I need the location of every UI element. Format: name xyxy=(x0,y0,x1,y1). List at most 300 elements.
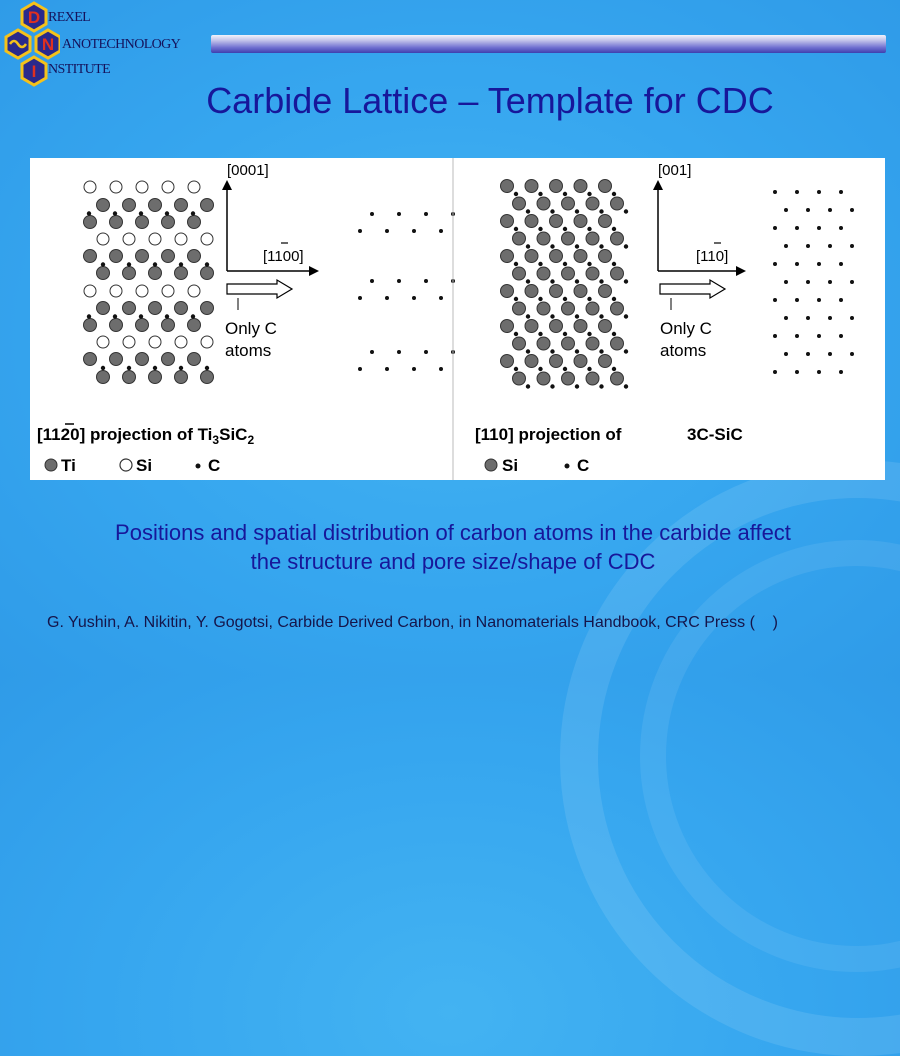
sic-si-atom xyxy=(611,302,624,315)
sic-c-atom xyxy=(587,367,591,371)
sic-c-only-atom xyxy=(773,190,777,194)
sic-c-only-atom xyxy=(795,334,799,338)
c-only-atom xyxy=(412,296,416,300)
sic-c-atom xyxy=(587,262,591,266)
c-only-atom xyxy=(370,212,374,216)
sic-si-atom xyxy=(537,197,550,210)
ti-atom xyxy=(110,319,123,332)
sic-si-atom xyxy=(599,355,612,368)
sic-c-only-atom xyxy=(773,262,777,266)
sic-si-atom xyxy=(586,267,599,280)
sic-c-only-atom xyxy=(806,280,810,284)
sic-si-atom xyxy=(611,232,624,245)
c-only-atom xyxy=(385,367,389,371)
sic-c-only-atom xyxy=(784,280,788,284)
ti-atom xyxy=(149,302,162,315)
ti-atom xyxy=(162,250,175,263)
ti-atom xyxy=(175,302,188,315)
si-atom xyxy=(123,336,135,348)
sic-c-atom xyxy=(550,349,554,353)
sic-c-atom xyxy=(538,367,542,371)
sic-c-only-atom xyxy=(828,352,832,356)
sic-c-atom xyxy=(563,227,567,231)
c-only-atom xyxy=(439,296,443,300)
sic-si-atom xyxy=(574,355,587,368)
c-atom xyxy=(165,314,169,318)
sic-c-only-atom xyxy=(817,298,821,302)
ti-atom xyxy=(97,371,110,384)
slide-caption xyxy=(0,518,900,576)
c-atom xyxy=(205,366,209,370)
ti-atom xyxy=(188,216,201,229)
sic-c-only-atom xyxy=(773,334,777,338)
si-atom xyxy=(149,336,161,348)
sic-c-atom xyxy=(587,227,591,231)
si-atom xyxy=(188,285,200,297)
legend-si-marker xyxy=(120,459,132,471)
si-atom xyxy=(84,285,96,297)
c-atom xyxy=(127,366,131,370)
sic-c-only-atom xyxy=(828,208,832,212)
ti-atom xyxy=(188,250,201,263)
c-only-atom xyxy=(397,279,401,283)
sic-c-atom xyxy=(514,227,518,231)
legend-c-label: C xyxy=(208,456,221,475)
sic-c-only-atom xyxy=(817,190,821,194)
sic-c-only-atom xyxy=(850,316,854,320)
si-atom xyxy=(201,336,213,348)
sic-c-atom xyxy=(624,314,628,318)
legend-ti-marker xyxy=(45,459,57,471)
c-atom xyxy=(153,366,157,370)
sic-c-only-atom xyxy=(839,334,843,338)
si-atom xyxy=(188,181,200,193)
left-horizontal-axis-label: [1100] xyxy=(263,248,304,265)
right-projection-compound: 3C-SiC xyxy=(687,425,743,444)
sic-c-atom xyxy=(587,332,591,336)
legend-sic-c-marker xyxy=(565,464,570,469)
c-atom xyxy=(191,211,195,215)
ti-atom xyxy=(175,371,188,384)
sic-c-atom xyxy=(624,349,628,353)
sic-c-atom xyxy=(599,209,603,213)
si-atom xyxy=(84,181,96,193)
sic-si-atom xyxy=(586,337,599,350)
sic-si-atom xyxy=(599,180,612,193)
sic-si-atom xyxy=(574,320,587,333)
sic-si-atom xyxy=(537,302,550,315)
c-only-atom xyxy=(439,367,443,371)
si-atom xyxy=(110,285,122,297)
sic-si-atom xyxy=(562,232,575,245)
c-only-atom xyxy=(412,229,416,233)
ti-atom xyxy=(149,199,162,212)
sic-c-only-atom xyxy=(773,370,777,374)
c-atom xyxy=(179,262,183,266)
left-only-c-arrow-icon xyxy=(227,280,292,298)
sic-c-atom xyxy=(563,367,567,371)
si-atom xyxy=(136,181,148,193)
sic-si-atom xyxy=(513,372,526,385)
sic-si-atom xyxy=(525,250,538,263)
ti-atom xyxy=(201,199,214,212)
c-atom xyxy=(179,366,183,370)
ti-atom xyxy=(188,353,201,366)
left-atoms-label: atoms xyxy=(225,341,272,360)
c-only-atom xyxy=(412,367,416,371)
sic-c-atom xyxy=(563,262,567,266)
sic-c-atom xyxy=(612,367,616,371)
sic-si-atom xyxy=(586,372,599,385)
sic-c-only-atom xyxy=(839,370,843,374)
sic-si-atom xyxy=(525,180,538,193)
right-only-c-arrow-icon xyxy=(660,280,725,298)
sic-c-atom xyxy=(526,314,530,318)
sic-c-only-atom xyxy=(795,262,799,266)
sic-si-atom xyxy=(525,285,538,298)
c-only-atom xyxy=(397,350,401,354)
sic-c-only-atom xyxy=(839,226,843,230)
sic-si-atom xyxy=(611,372,624,385)
sic-c-atom xyxy=(599,349,603,353)
institute-logo xyxy=(0,0,200,90)
sic-si-atom xyxy=(537,372,550,385)
c-atom xyxy=(165,211,169,215)
sic-c-atom xyxy=(563,192,567,196)
sic-c-only-atom xyxy=(839,262,843,266)
sic-c-atom xyxy=(550,384,554,388)
sic-c-atom xyxy=(550,279,554,283)
ti-atom xyxy=(97,267,110,280)
sic-si-atom xyxy=(513,267,526,280)
c-atom xyxy=(101,262,105,266)
legend-sic-si-marker xyxy=(485,459,497,471)
c-atom xyxy=(87,314,91,318)
sic-c-only-atom xyxy=(773,226,777,230)
sic-c-only-atom xyxy=(817,334,821,338)
sic-si-atom xyxy=(586,232,599,245)
si-atom xyxy=(201,233,213,245)
sic-c-atom xyxy=(575,314,579,318)
sic-si-atom xyxy=(550,355,563,368)
c-only-atom xyxy=(397,212,401,216)
sic-si-atom xyxy=(513,302,526,315)
ti-atom xyxy=(136,250,149,263)
sic-c-atom xyxy=(526,244,530,248)
sic-si-atom xyxy=(550,180,563,193)
right-horizontal-axis-label: [110] xyxy=(696,248,729,265)
legend-sic-si-label: Si xyxy=(502,456,519,475)
sic-si-atom xyxy=(574,180,587,193)
ti-atom xyxy=(110,216,123,229)
sic-si-atom xyxy=(513,337,526,350)
sic-c-only-atom xyxy=(817,370,821,374)
sic-c-atom xyxy=(550,209,554,213)
sic-c-atom xyxy=(624,279,628,283)
right-vertical-axis-label: [001] xyxy=(658,162,692,179)
c-atom xyxy=(87,211,91,215)
left-vertical-axis-label: [0001] xyxy=(227,162,269,179)
sic-si-atom xyxy=(562,267,575,280)
sic-c-atom xyxy=(514,367,518,371)
sic-c-only-atom xyxy=(773,298,777,302)
ti-atom xyxy=(162,216,175,229)
sic-c-only-atom xyxy=(795,190,799,194)
sic-c-atom xyxy=(538,332,542,336)
c-only-atom xyxy=(370,350,374,354)
sic-c-atom xyxy=(575,349,579,353)
sic-c-only-atom xyxy=(828,316,832,320)
sic-c-only-atom xyxy=(850,280,854,284)
sic-si-atom xyxy=(611,337,624,350)
sic-si-atom xyxy=(562,372,575,385)
sic-c-atom xyxy=(575,209,579,213)
sic-lattice xyxy=(501,180,629,389)
legend-si-label: Si xyxy=(136,456,153,475)
sic-si-atom xyxy=(562,337,575,350)
sic-si-atom xyxy=(599,320,612,333)
sic-si-atom xyxy=(513,232,526,245)
si-atom xyxy=(162,285,174,297)
sic-c-atom xyxy=(563,332,567,336)
caption-line-1: Positions and spatial distribution of carbon atoms in the carbide affect xyxy=(115,520,791,545)
sic-si-atom xyxy=(599,250,612,263)
si-atom xyxy=(97,233,109,245)
sic-c-only-atom xyxy=(806,244,810,248)
sic-si-atom xyxy=(550,250,563,263)
sic-c-atom xyxy=(587,297,591,301)
sic-c-atom xyxy=(575,384,579,388)
ti-atom xyxy=(110,250,123,263)
c-only-atom xyxy=(424,279,428,283)
sic-si-atom xyxy=(501,180,514,193)
sic-si-atom xyxy=(550,320,563,333)
c-only-atom xyxy=(358,296,362,300)
sic-si-atom xyxy=(501,285,514,298)
logo-letter-d: D xyxy=(27,8,41,27)
ti-atom xyxy=(175,199,188,212)
ti-atom xyxy=(123,371,136,384)
c-only-atom xyxy=(358,367,362,371)
sic-carbon-only xyxy=(773,190,854,374)
ti-atom xyxy=(149,371,162,384)
ti-atom xyxy=(84,353,97,366)
right-vertical-arrowhead-icon xyxy=(653,180,663,190)
sic-c-atom xyxy=(563,297,567,301)
c-atom xyxy=(153,262,157,266)
sic-si-atom xyxy=(611,267,624,280)
ti-atom xyxy=(110,353,123,366)
ti-atom xyxy=(201,302,214,315)
left-horizontal-arrowhead-icon xyxy=(309,266,319,276)
sic-c-only-atom xyxy=(850,208,854,212)
sic-c-only-atom xyxy=(806,208,810,212)
ti3sic2-lattice xyxy=(84,181,214,384)
sic-c-atom xyxy=(514,297,518,301)
sic-c-atom xyxy=(599,279,603,283)
ti-atom xyxy=(136,216,149,229)
legend-ti-label: Ti xyxy=(61,456,76,475)
sic-c-atom xyxy=(550,314,554,318)
ti-atom xyxy=(84,319,97,332)
sic-c-only-atom xyxy=(806,352,810,356)
right-atoms-label: atoms xyxy=(660,341,707,360)
sic-c-atom xyxy=(526,209,530,213)
c-only-atom xyxy=(370,279,374,283)
sic-c-only-atom xyxy=(795,226,799,230)
sic-c-only-atom xyxy=(828,244,832,248)
sic-si-atom xyxy=(574,215,587,228)
sic-c-atom xyxy=(612,262,616,266)
sic-c-atom xyxy=(575,244,579,248)
sic-si-atom xyxy=(586,302,599,315)
si-atom xyxy=(175,233,187,245)
c-only-atom xyxy=(424,350,428,354)
lattice-figure-svg xyxy=(30,158,885,480)
sic-c-only-atom xyxy=(784,208,788,212)
sic-si-atom xyxy=(501,250,514,263)
ti-atom xyxy=(123,302,136,315)
c-atom xyxy=(139,211,143,215)
ti-atom xyxy=(201,371,214,384)
sic-c-atom xyxy=(538,227,542,231)
sic-c-atom xyxy=(514,192,518,196)
sic-c-atom xyxy=(612,332,616,336)
left-projection-title: [1120] projection of $Ti_3SiC_2$ xyxy=(37,425,255,447)
sic-si-atom xyxy=(525,355,538,368)
si-atom xyxy=(136,285,148,297)
sic-c-only-atom xyxy=(806,316,810,320)
sic-c-only-atom xyxy=(850,352,854,356)
c-atom xyxy=(191,314,195,318)
sic-c-only-atom xyxy=(817,262,821,266)
sic-si-atom xyxy=(611,197,624,210)
ti-atom xyxy=(201,267,214,280)
sic-si-atom xyxy=(525,320,538,333)
ti-atom xyxy=(136,353,149,366)
sic-si-atom xyxy=(574,285,587,298)
legend-c-marker xyxy=(196,464,201,469)
sic-si-atom xyxy=(537,267,550,280)
si-atom xyxy=(162,181,174,193)
c-only-atom xyxy=(385,296,389,300)
c-only-atom xyxy=(358,229,362,233)
ti-atom xyxy=(175,267,188,280)
c-atom xyxy=(101,366,105,370)
legend-sic-c-label: C xyxy=(577,456,590,475)
sic-c-atom xyxy=(624,384,628,388)
si-atom xyxy=(123,233,135,245)
sic-c-atom xyxy=(575,279,579,283)
sic-c-atom xyxy=(514,262,518,266)
sic-c-atom xyxy=(526,349,530,353)
sic-c-only-atom xyxy=(839,298,843,302)
sic-c-atom xyxy=(612,297,616,301)
left-vertical-arrowhead-icon xyxy=(222,180,232,190)
ti-atom xyxy=(84,250,97,263)
si-atom xyxy=(175,336,187,348)
logo-letter-i: I xyxy=(31,62,37,81)
c-atom xyxy=(113,314,117,318)
ti-atom xyxy=(188,319,201,332)
sic-c-atom xyxy=(538,262,542,266)
sic-c-only-atom xyxy=(828,280,832,284)
si-atom xyxy=(110,181,122,193)
lattice-figure xyxy=(30,158,885,480)
sic-c-atom xyxy=(624,244,628,248)
ti-atom xyxy=(136,319,149,332)
ti-atom xyxy=(149,267,162,280)
sic-c-atom xyxy=(526,384,530,388)
sic-c-atom xyxy=(599,244,603,248)
c-atom xyxy=(139,314,143,318)
citation-reference: G. Yushin, A. Nikitin, Y. Gogotsi, Carbide Derived Carbon, in Nanomaterials Handbook, CRC Press ( ) xyxy=(47,614,778,631)
header-bar xyxy=(211,35,886,53)
ti-atom xyxy=(97,302,110,315)
right-projection-title: [110] projection of xyxy=(475,425,622,444)
sic-c-atom xyxy=(514,332,518,336)
caption-line-2: the structure and pore size/shape of CDC xyxy=(250,549,656,574)
sic-c-only-atom xyxy=(795,298,799,302)
left-only-c-label: Only C xyxy=(225,319,277,338)
right-only-c-label: Only C xyxy=(660,319,712,338)
sic-c-atom xyxy=(526,279,530,283)
logo-letter-n: N xyxy=(41,35,55,54)
sic-c-only-atom xyxy=(817,226,821,230)
sic-c-only-atom xyxy=(784,244,788,248)
c-only-atom xyxy=(439,229,443,233)
ti-atom xyxy=(123,199,136,212)
sic-c-atom xyxy=(624,209,628,213)
sic-c-atom xyxy=(612,192,616,196)
sic-c-only-atom xyxy=(784,352,788,356)
sic-si-atom xyxy=(537,232,550,245)
ti-atom xyxy=(84,216,97,229)
ti-atom xyxy=(123,267,136,280)
sic-si-atom xyxy=(513,197,526,210)
sic-c-atom xyxy=(612,227,616,231)
c-only-atom xyxy=(385,229,389,233)
sic-c-only-atom xyxy=(784,316,788,320)
sic-si-atom xyxy=(599,215,612,228)
sic-si-atom xyxy=(562,302,575,315)
c-atom xyxy=(113,211,117,215)
logo-word-3: NSTITUTE xyxy=(48,62,111,77)
si-atom xyxy=(97,336,109,348)
sic-c-atom xyxy=(550,244,554,248)
sic-c-atom xyxy=(587,192,591,196)
sic-c-atom xyxy=(538,297,542,301)
sic-c-atom xyxy=(599,314,603,318)
sic-c-only-atom xyxy=(795,370,799,374)
c-atom xyxy=(127,262,131,266)
right-horizontal-arrowhead-icon xyxy=(736,266,746,276)
ti-atom xyxy=(162,319,175,332)
sic-c-only-atom xyxy=(850,244,854,248)
sic-si-atom xyxy=(550,285,563,298)
logo-word-2: ANOTECHNOLOGY xyxy=(62,37,181,52)
sic-si-atom xyxy=(537,337,550,350)
si-atom xyxy=(149,233,161,245)
sic-si-atom xyxy=(550,215,563,228)
sic-c-atom xyxy=(538,192,542,196)
sic-si-atom xyxy=(562,197,575,210)
ti-atom xyxy=(162,353,175,366)
sic-si-atom xyxy=(501,355,514,368)
c-only-atom xyxy=(424,212,428,216)
sic-c-only-atom xyxy=(839,190,843,194)
sic-si-atom xyxy=(501,320,514,333)
